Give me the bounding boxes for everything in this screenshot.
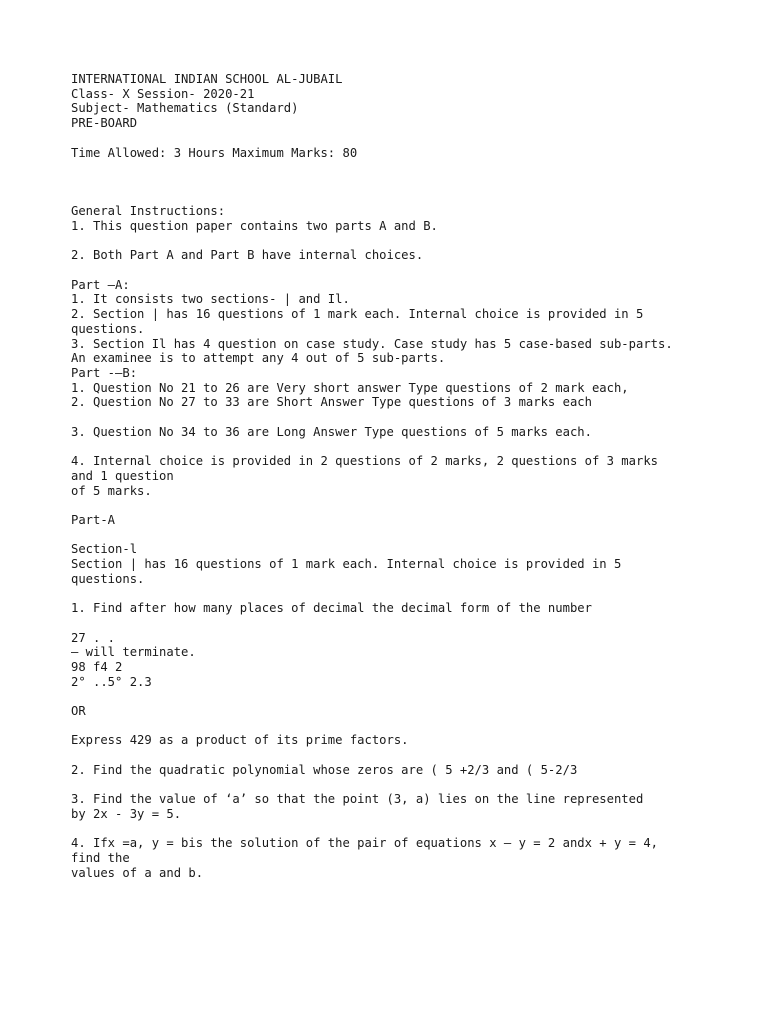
- document-line: Section-l: [71, 542, 138, 557]
- document-line: 1. This question paper contains two parts A and B.: [71, 218, 438, 233]
- document-line: INTERNATIONAL INDIAN SCHOOL AL-JUBAIL: [71, 72, 343, 86]
- document-line: Time Allowed: 3 Hours Maximum Marks: 80: [71, 145, 358, 160]
- document-line: [71, 234, 711, 249]
- document-line: [71, 778, 711, 793]
- document-line: — will terminate.: [71, 645, 196, 660]
- document-line: [71, 689, 711, 704]
- document-line: OR: [71, 704, 86, 719]
- document-line: and 1 question: [71, 468, 174, 483]
- document-line: 3. Question No 34 to 36 are Long Answer Type questions of 5 marks each.: [71, 424, 592, 439]
- document-line: Class- X Session- 2020-21: [71, 86, 255, 101]
- document-line: General Instructions:: [71, 204, 226, 219]
- document-line: Part —A:: [71, 277, 130, 292]
- document-line: [71, 263, 711, 278]
- document-line: 3. Find the value of ‘a’ so that the point (3, a) lies on the line represented: [71, 792, 644, 807]
- document-line: Part -—B:: [71, 365, 138, 380]
- document-line: by 2x - 3y = 5.: [71, 806, 182, 821]
- document-line: PRE-BOARD: [71, 116, 138, 131]
- document-line: 2. Both Part A and Part B have internal choices.: [71, 248, 424, 263]
- document-line: [71, 131, 711, 146]
- document-line: [71, 586, 711, 601]
- document-line: questions.: [71, 571, 145, 586]
- document-line: Section | has 16 questions of 1 mark each. Internal choice is provided in 5: [71, 557, 622, 572]
- document-line: Subject- Mathematics (Standard): [71, 101, 299, 116]
- document-line: Part-A: [71, 512, 116, 527]
- document-line: find the: [71, 851, 130, 865]
- document-line: 2. Question No 27 to 33 are Short Answer Type questions of 3 marks each: [71, 395, 592, 410]
- document-line: [71, 190, 711, 205]
- document-line: [71, 528, 711, 543]
- document-line: 98 f4 2: [71, 659, 123, 674]
- document-line: Express 429 as a product of its prime factors.: [71, 733, 409, 748]
- document-line: [71, 748, 711, 763]
- document-line: [71, 439, 711, 454]
- document-line: 1. Find after how many places of decimal the decimal form of the number: [71, 601, 592, 616]
- document-line: An examinee is to attempt any 4 out of 5 sub-parts.: [71, 351, 446, 366]
- document-line: 3. Section Il has 4 question on case study. Case study has 5 case-based sub-parts.: [71, 336, 673, 351]
- document-page: [71, 72, 711, 880]
- document-line: 4. Ifx =a, y = bis the solution of the pair of equations x — y = 2 andx + y = 4,: [71, 836, 658, 851]
- document-line: [71, 498, 711, 513]
- document-line: [71, 719, 711, 734]
- document-line: values of a and b.: [71, 865, 204, 880]
- document-line: [71, 822, 711, 837]
- document-line: questions.: [71, 321, 145, 336]
- document-line: [71, 175, 711, 190]
- document-line: 2. Find the quadratic polynomial whose zeros are ( 5 +2/3 and ( 5-2/3: [71, 762, 578, 777]
- document-line: 2° ..5° 2.3: [71, 674, 152, 689]
- document-line: [71, 160, 711, 175]
- document-line: [71, 410, 711, 425]
- document-line: 1. It consists two sections- | and Il.: [71, 292, 350, 307]
- document-line: 2. Section | has 16 questions of 1 mark each. Internal choice is provided in 5: [71, 307, 644, 322]
- document-line: 1. Question No 21 to 26 are Very short answer Type questions of 2 mark each,: [71, 380, 629, 395]
- document-line: of 5 marks.: [71, 483, 152, 498]
- document-line: [71, 616, 711, 631]
- document-line: 4. Internal choice is provided in 2 questions of 2 marks, 2 questions of 3 marks: [71, 454, 658, 469]
- document-line: 27 . .: [71, 630, 116, 645]
